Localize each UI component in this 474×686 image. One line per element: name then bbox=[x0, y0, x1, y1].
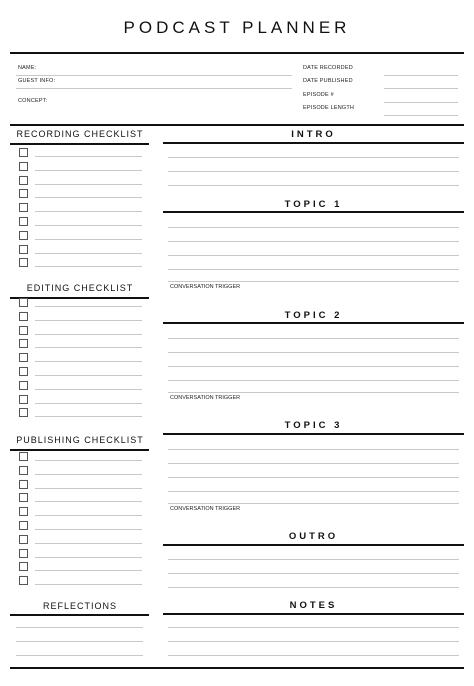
field-line[interactable] bbox=[384, 102, 458, 103]
checkbox[interactable] bbox=[19, 480, 28, 489]
checkbox[interactable] bbox=[19, 339, 28, 348]
checkbox[interactable] bbox=[19, 258, 28, 267]
checklist-line[interactable] bbox=[35, 501, 142, 502]
checkbox[interactable] bbox=[19, 353, 28, 362]
checklist-rule bbox=[10, 143, 149, 145]
section-rule bbox=[163, 433, 464, 435]
checklist-line[interactable] bbox=[35, 239, 142, 240]
checklist-title-publishing: PUBLISHING CHECKLIST bbox=[16, 435, 144, 445]
checklist-line[interactable] bbox=[35, 389, 142, 390]
writing-line[interactable] bbox=[168, 157, 459, 158]
checklist-line[interactable] bbox=[35, 460, 142, 461]
section-rule bbox=[163, 613, 464, 615]
page-title: PODCAST PLANNER bbox=[123, 18, 351, 37]
writing-line[interactable] bbox=[168, 255, 459, 256]
checklist-line[interactable] bbox=[35, 334, 142, 335]
writing-line[interactable] bbox=[168, 380, 459, 381]
checklist-rule bbox=[10, 297, 149, 299]
field-label: EPISODE LENGTH bbox=[303, 105, 355, 111]
section-rule bbox=[163, 211, 464, 213]
checkbox[interactable] bbox=[19, 395, 28, 404]
section-rule bbox=[163, 142, 464, 144]
writing-line[interactable] bbox=[168, 269, 459, 270]
section-title-outro: OUTRO bbox=[288, 531, 339, 542]
section-title-notes: NOTES bbox=[289, 600, 338, 611]
reflections-line[interactable] bbox=[16, 627, 143, 628]
checkbox[interactable] bbox=[19, 367, 28, 376]
writing-line[interactable] bbox=[168, 477, 459, 478]
writing-line[interactable] bbox=[168, 227, 459, 228]
field-line[interactable] bbox=[16, 88, 292, 89]
conversation-trigger-label: CONVERSATION TRIGGER bbox=[170, 395, 241, 401]
checkbox[interactable] bbox=[19, 245, 28, 254]
section-title-topic2: TOPIC 2 bbox=[284, 310, 343, 321]
checklist-line[interactable] bbox=[35, 347, 142, 348]
section-rule bbox=[163, 544, 464, 546]
checkbox[interactable] bbox=[19, 148, 28, 157]
writing-line[interactable] bbox=[168, 352, 459, 353]
writing-line[interactable] bbox=[168, 281, 459, 282]
checklist-line[interactable] bbox=[35, 529, 142, 530]
checkbox[interactable] bbox=[19, 326, 28, 335]
checklist-title-recording: RECORDING CHECKLIST bbox=[16, 129, 144, 139]
writing-line[interactable] bbox=[168, 171, 459, 172]
field-label: EPISODE # bbox=[303, 92, 334, 98]
checkbox[interactable] bbox=[19, 162, 28, 171]
writing-line[interactable] bbox=[168, 491, 459, 492]
section-title-topic3: TOPIC 3 bbox=[284, 420, 343, 431]
reflections-rule bbox=[10, 614, 149, 616]
checklist-line[interactable] bbox=[35, 403, 142, 404]
checklist-line[interactable] bbox=[35, 543, 142, 544]
checklist-line[interactable] bbox=[35, 474, 142, 475]
checklist-line[interactable] bbox=[35, 361, 142, 362]
field-line[interactable] bbox=[384, 115, 458, 116]
writing-line[interactable] bbox=[168, 241, 459, 242]
checklist-line[interactable] bbox=[35, 570, 142, 571]
checkbox[interactable] bbox=[19, 535, 28, 544]
checkbox[interactable] bbox=[19, 452, 28, 461]
checkbox[interactable] bbox=[19, 189, 28, 198]
checkbox[interactable] bbox=[19, 312, 28, 321]
writing-line[interactable] bbox=[168, 185, 459, 186]
checklist-line[interactable] bbox=[35, 306, 142, 307]
reflections-line[interactable] bbox=[16, 655, 143, 656]
checkbox[interactable] bbox=[19, 576, 28, 585]
checklist-line[interactable] bbox=[35, 197, 142, 198]
conversation-trigger-label: CONVERSATION TRIGGER bbox=[170, 284, 241, 290]
checkbox[interactable] bbox=[19, 298, 28, 307]
reflections-title: REFLECTIONS bbox=[42, 601, 117, 611]
checkbox[interactable] bbox=[19, 176, 28, 185]
checkbox[interactable] bbox=[19, 493, 28, 502]
field-label: DATE RECORDED bbox=[303, 65, 353, 71]
reflections-line[interactable] bbox=[16, 641, 143, 642]
field-line[interactable] bbox=[384, 88, 458, 89]
header-rule bbox=[10, 124, 464, 126]
bottom-rule bbox=[10, 667, 464, 669]
checklist-line[interactable] bbox=[35, 515, 142, 516]
section-title-topic1: TOPIC 1 bbox=[284, 199, 343, 210]
checklist-line[interactable] bbox=[35, 488, 142, 489]
checklist-line[interactable] bbox=[35, 375, 142, 376]
writing-line[interactable] bbox=[168, 463, 459, 464]
writing-line[interactable] bbox=[168, 449, 459, 450]
title-rule bbox=[10, 52, 464, 54]
checklist-line[interactable] bbox=[35, 253, 142, 254]
checkbox[interactable] bbox=[19, 562, 28, 571]
field-label: CONCEPT: bbox=[18, 98, 48, 104]
checklist-title-editing: EDITING CHECKLIST bbox=[26, 283, 134, 293]
checklist-line[interactable] bbox=[35, 584, 142, 585]
writing-line[interactable] bbox=[168, 573, 459, 574]
field-label: GUEST INFO: bbox=[18, 78, 56, 84]
section-rule bbox=[163, 322, 464, 324]
checklist-line[interactable] bbox=[35, 170, 142, 171]
checklist-line[interactable] bbox=[35, 156, 142, 157]
checklist-line[interactable] bbox=[35, 320, 142, 321]
checkbox[interactable] bbox=[19, 549, 28, 558]
field-label: DATE PUBLISHED bbox=[303, 78, 353, 84]
checkbox[interactable] bbox=[19, 408, 28, 417]
checkbox[interactable] bbox=[19, 217, 28, 226]
checkbox[interactable] bbox=[19, 203, 28, 212]
checklist-line[interactable] bbox=[35, 225, 142, 226]
section-title-intro: INTRO bbox=[291, 129, 336, 140]
checklist-line[interactable] bbox=[35, 416, 142, 417]
checkbox[interactable] bbox=[19, 231, 28, 240]
writing-line[interactable] bbox=[168, 559, 459, 560]
checklist-line[interactable] bbox=[35, 266, 142, 267]
writing-line[interactable] bbox=[168, 366, 459, 367]
checkbox[interactable] bbox=[19, 381, 28, 390]
writing-line[interactable] bbox=[168, 641, 459, 642]
field-label: NAME: bbox=[18, 65, 37, 71]
writing-line[interactable] bbox=[168, 587, 459, 588]
writing-line[interactable] bbox=[168, 392, 459, 393]
writing-line[interactable] bbox=[168, 503, 459, 504]
writing-line[interactable] bbox=[168, 655, 459, 656]
checkbox[interactable] bbox=[19, 466, 28, 475]
checklist-line[interactable] bbox=[35, 184, 142, 185]
writing-line[interactable] bbox=[168, 338, 459, 339]
checklist-line[interactable] bbox=[35, 557, 142, 558]
writing-line[interactable] bbox=[168, 627, 459, 628]
checkbox[interactable] bbox=[19, 507, 28, 516]
checklist-rule bbox=[10, 449, 149, 451]
checklist-line[interactable] bbox=[35, 211, 142, 212]
conversation-trigger-label: CONVERSATION TRIGGER bbox=[170, 506, 241, 512]
field-line[interactable] bbox=[16, 75, 292, 76]
field-line[interactable] bbox=[384, 75, 458, 76]
checkbox[interactable] bbox=[19, 521, 28, 530]
